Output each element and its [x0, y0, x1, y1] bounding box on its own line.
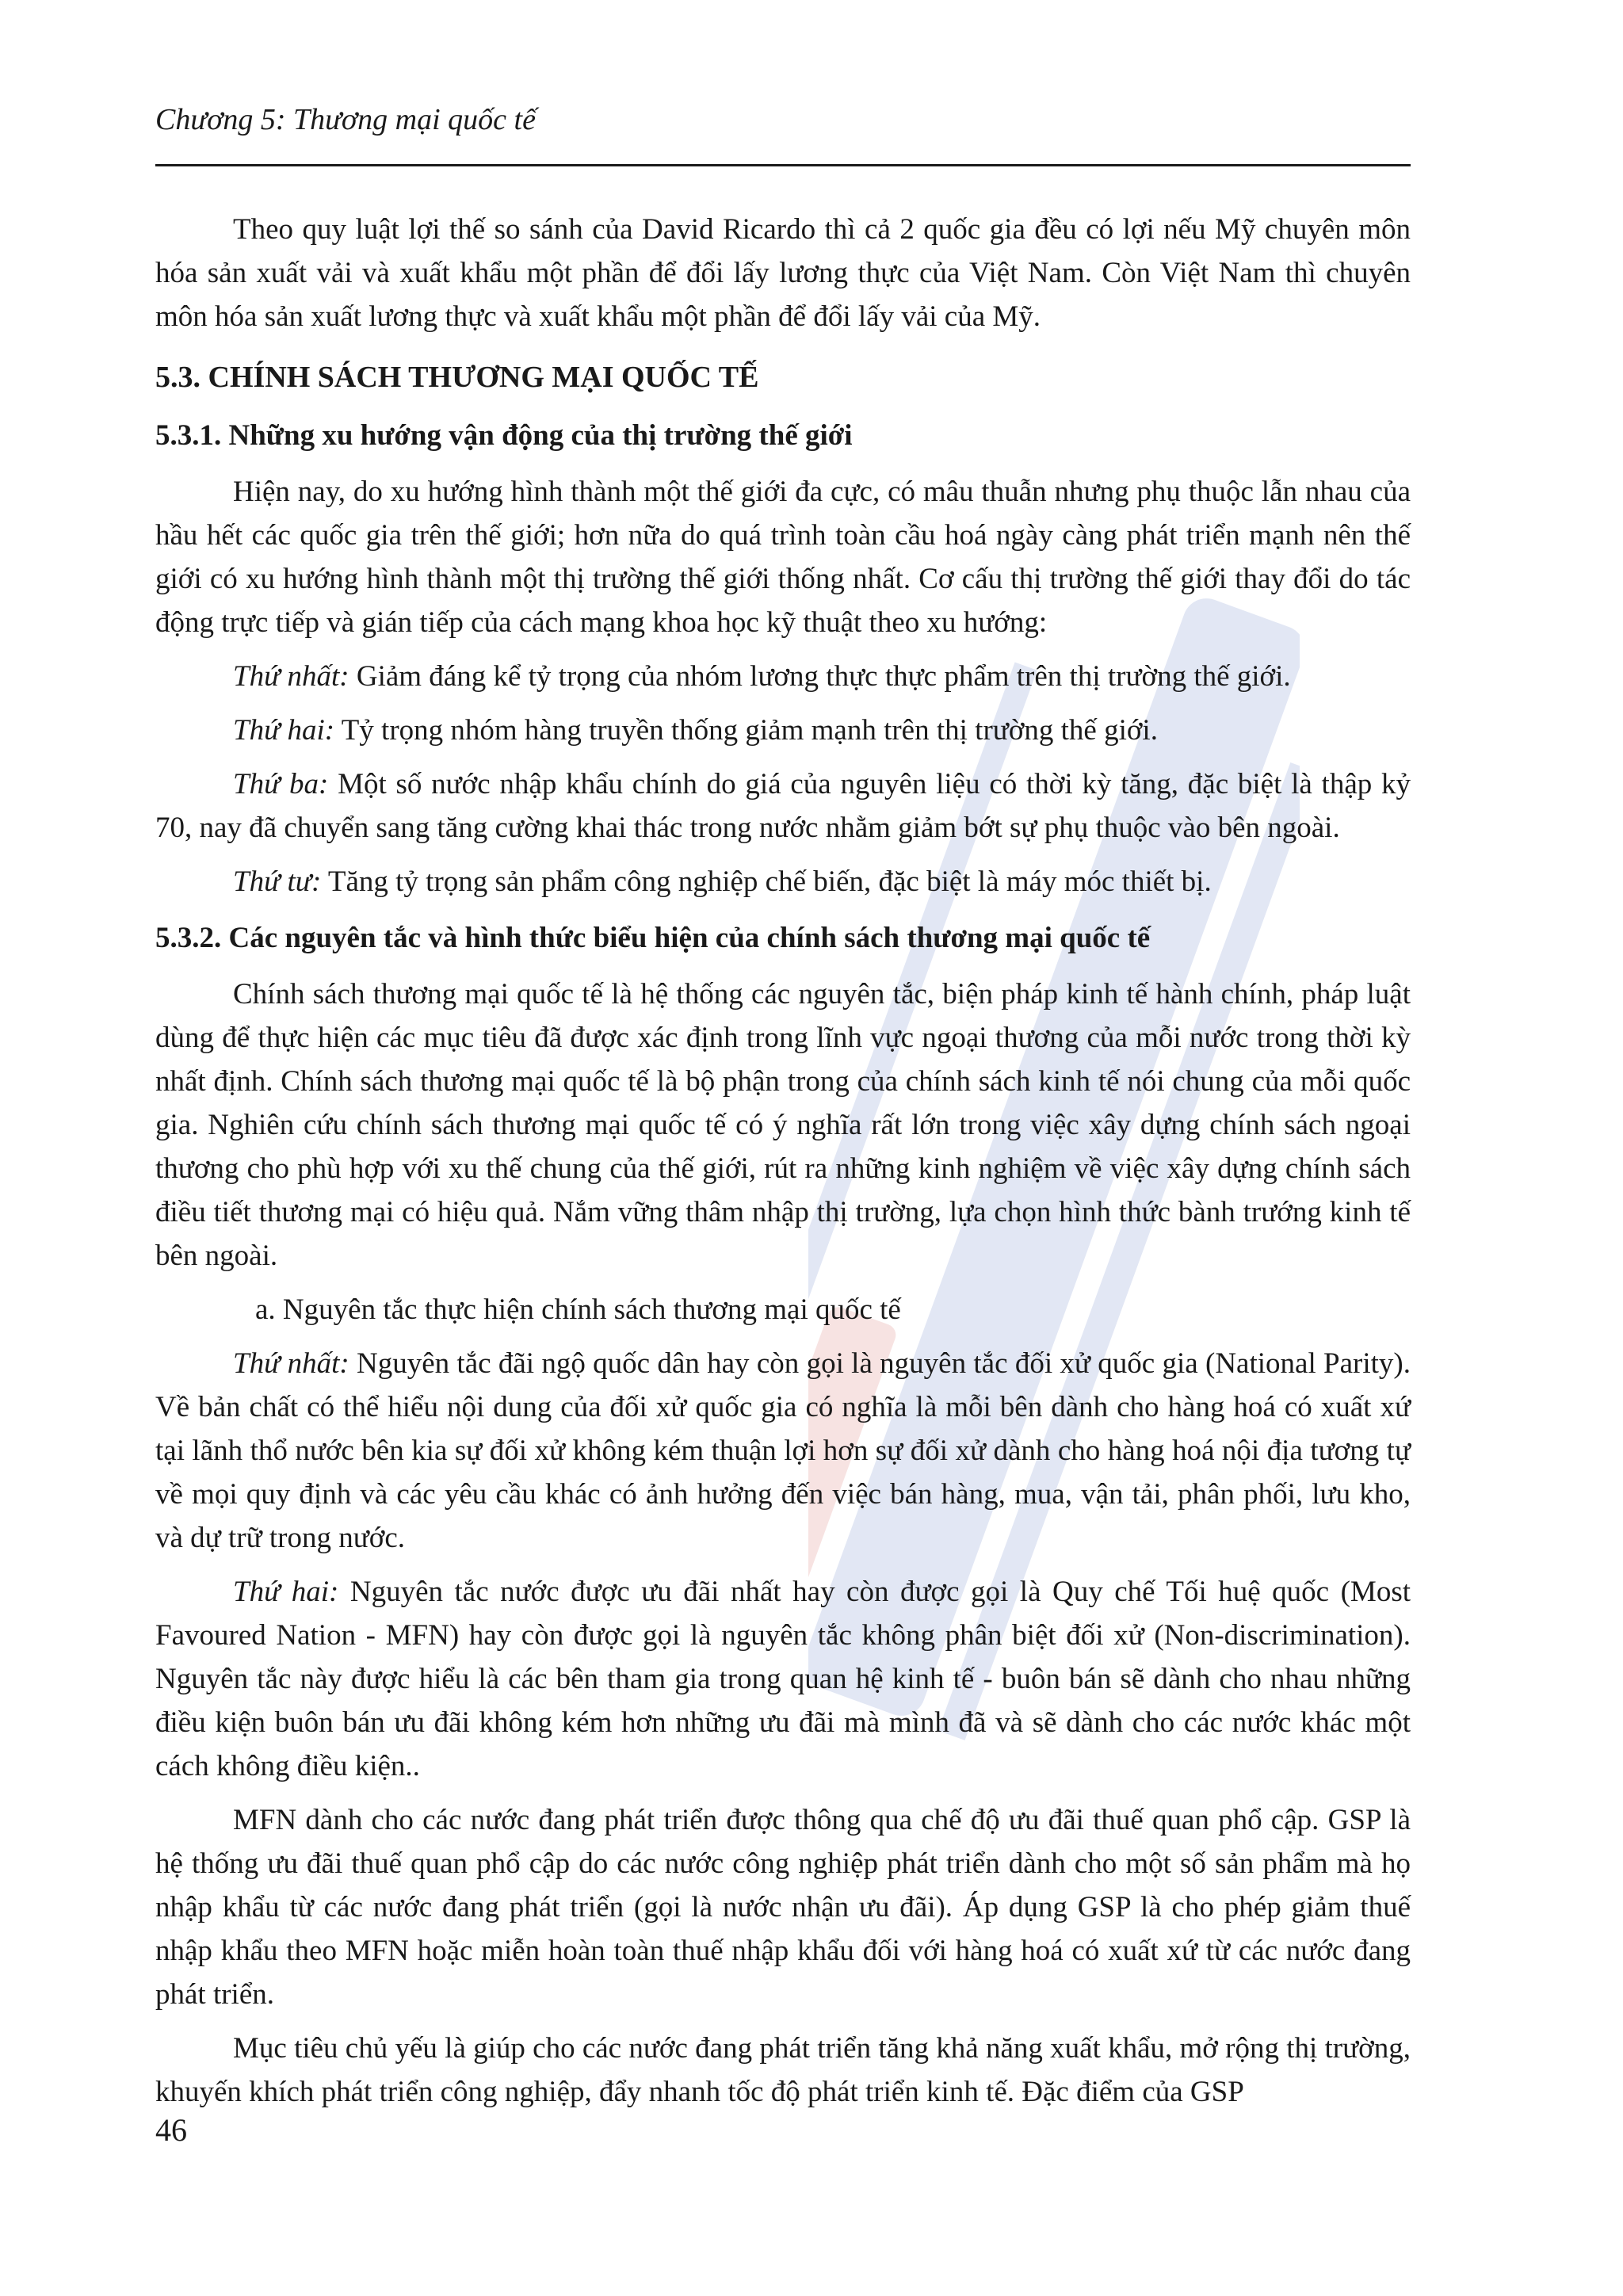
trend-item-3-lead: Thứ ba:: [233, 768, 329, 800]
principle-item-1-lead: Thứ nhất:: [233, 1347, 349, 1380]
item-a-heading: a. Nguyên tắc thực hiện chính sách thương mại quốc tế: [255, 1293, 901, 1326]
trend-item-1-lead: Thứ nhất:: [233, 660, 349, 693]
subsection-heading-5-3-1: 5.3.1. Những xu hướng vận động của thị trường thế giới: [155, 419, 853, 452]
trend-item-1-text: Giảm đáng kể tỷ trọng của nhóm lương thực thực phẩm trên thị trường thế giới.: [349, 660, 1291, 693]
trend-item-2-lead: Thứ hai:: [233, 714, 335, 747]
page-number: 46: [155, 2112, 187, 2148]
page-body: [155, 208, 1411, 2114]
principle-item-2-lead: Thứ hai:: [233, 1576, 339, 1608]
mfn-paragraph: MFN dành cho các nước đang phát triển được thông qua chế độ ưu đãi thuế quan phổ cập. GSP là hệ thống ưu đãi thuế quan phổ cập do các nước công nghiệp phát triển dành cho một số sản phẩm mà họ nhập khẩu từ các nước đang phát triển (gọi là nước nhận ưu đãi). Áp dụng GSP là cho phép giảm thuế nhập khẩu theo MFN hoặc miễn hoàn toàn thuế nhập khẩu đối với hàng hoá có xuất xứ từ các nước đang phát triển.: [155, 1804, 1411, 2011]
trend-item-4-lead: Thứ tư:: [233, 865, 322, 898]
principle-item-1-text: Nguyên tắc đãi ngộ quốc dân hay còn gọi là nguyên tắc đối xử quốc gia (National Parity). Về bản chất có thể hiểu nội dung của đối xử quốc gia có nghĩa là mỗi bên dành cho hàng hoá có xuất xứ tại lãnh thổ nước bên kia sự đối xử không kém thuận lợi hơn sự đối xử dành cho hàng hoá nội địa tương tự về mọi quy định và các yêu cầu khác có ảnh hưởng đến việc bán hàng, mua, vận tải, phân phối, lưu kho, và dự trữ trong nước.: [155, 1347, 1411, 1554]
trend-item-3-text: Một số nước nhập khẩu chính do giá của nguyên liệu có thời kỳ tăng, đặc biệt là thập kỷ 70, nay đã chuyển sang tăng cường khai thác trong nước nhằm giảm bớt sự phụ thuộc vào bên ngoài.: [155, 768, 1411, 844]
section-heading-5-3: 5.3. CHÍNH SÁCH THƯƠNG MẠI QUỐC TẾ: [155, 361, 759, 394]
trend-item-2-text: Tỷ trọng nhóm hàng truyền thống giảm mạnh trên thị trường thế giới.: [334, 714, 1158, 747]
trend-item-3: [155, 762, 1411, 850]
intro-paragraph: Theo quy luật lợi thế so sánh của David Ricardo thì cả 2 quốc gia đều có lợi nếu Mỹ chuyên môn hóa sản xuất vải và xuất khẩu một phần để đổi lấy lương thực của Việt Nam. Còn Việt Nam thì chuyên môn hóa sản xuất lương thực và xuất khẩu một phần để đổi lấy vải của Mỹ.: [155, 213, 1411, 333]
running-header: Chương 5: Thương mại quốc tế: [155, 103, 536, 136]
principle-item-1: [155, 1342, 1411, 1560]
policy-paragraph: Chính sách thương mại quốc tế là hệ thống các nguyên tắc, biện pháp kinh tế hành chính, pháp luật dùng để thực hiện các mục tiêu đã được xác định trong lĩnh vực ngoại thương của mỗi nước trong thời kỳ nhất định. Chính sách thương mại quốc tế là bộ phận trong của chính sách kinh tế nói chung của mỗi quốc gia. Nghiên cứu chính sách thương mại quốc tế có ý nghĩa rất lớn trong việc xây dựng chính sách ngoại thương cho phù hợp với xu thế chung của thế giới, rút ra những kinh nghiệm về việc xây dựng chính sách điều tiết thương mại có hiệu quả. Nắm vững thâm nhập thị trường, lựa chọn hình thức bành trướng kinh tế bên ngoài.: [155, 978, 1411, 1272]
trend-item-4-text: Tăng tỷ trọng sản phẩm công nghiệp chế biến, đặc biệt là máy móc thiết bị.: [321, 865, 1212, 898]
header-rule: [155, 164, 1411, 166]
principle-item-2: [155, 1570, 1411, 1788]
subsection-heading-5-3-2: 5.3.2. Các nguyên tắc và hình thức biểu hiện của chính sách thương mại quốc tế: [155, 922, 1151, 954]
principle-item-2-text: Nguyên tắc nước được ưu đãi nhất hay còn được gọi là Quy chế Tối huệ quốc (Most Favoured Nation - MFN) hay còn được gọi là nguyên tắc không phân biệt đối xử (Non-discrimination). Nguyên tắc này được hiểu là các bên tham gia trong quan hệ kinh tế - buôn bán sẽ dành cho nhau những điều kiện buôn bán ưu đãi không kém hơn những ưu đãi mà mình đã và sẽ dành cho các nước khác một cách không điều kiện..: [155, 1576, 1411, 1782]
trend-item-4: [155, 860, 1411, 904]
trend-item-1: [155, 655, 1411, 698]
goal-paragraph: Mục tiêu chủ yếu là giúp cho các nước đang phát triển tăng khả năng xuất khẩu, mở rộng thị trường, khuyến khích phát triển công nghiệp, đẩy nhanh tốc độ phát triển kinh tế. Đặc điểm của GSP: [155, 2032, 1411, 2108]
trends-paragraph: Hiện nay, do xu hướng hình thành một thế giới đa cực, có mâu thuẫn nhưng phụ thuộc lẫn nhau của hầu hết các quốc gia trên thế giới; hơn nữa do quá trình toàn cầu hoá ngày càng phát triển mạnh nên thế giới có xu hướng hình thành một thị trường thế giới thống nhất. Cơ cấu thị trường thế giới thay đổi do tác động trực tiếp và gián tiếp của cách mạng khoa học kỹ thuật theo xu hướng:: [155, 476, 1411, 639]
trend-item-2: [155, 709, 1411, 752]
